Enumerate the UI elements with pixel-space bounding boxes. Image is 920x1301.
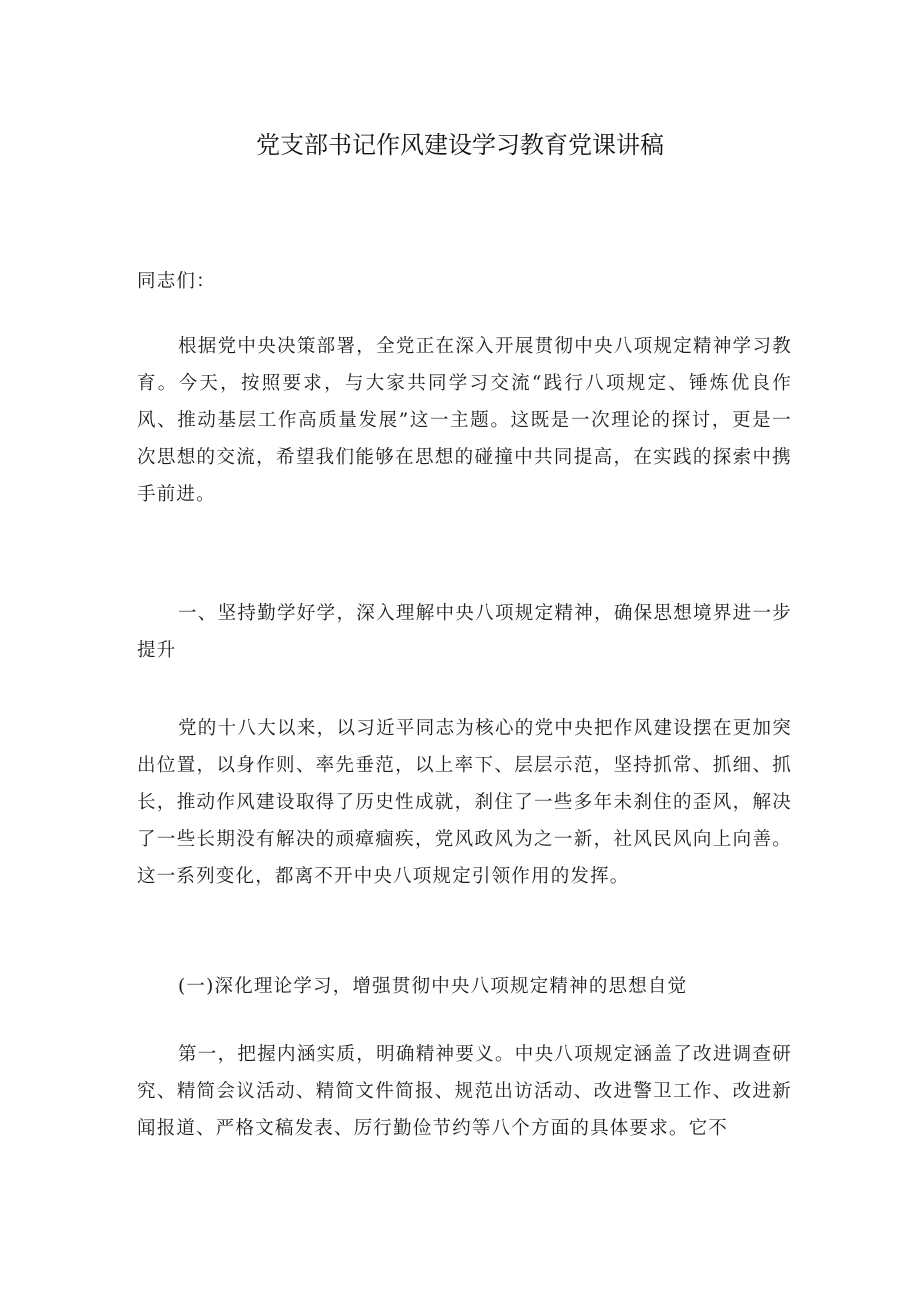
paragraph-subsection-1: 第一，把握内涵实质，明确精神要义。中央八项规定涵盖了改进调查研究、精简会议活动、精简文件简报、规范出访活动、改进警卫工作、改进新闻报道、严格文稿发表、厉行勤俭节约等八个方面的具体要求。它不 [137, 1044, 792, 1139]
document-title: 党支部书记作风建设学习教育党课讲稿 [256, 131, 664, 159]
salutation: 同志们： [137, 271, 216, 292]
paragraph-intro: 根据党中央决策部署，全党正在深入开展贯彻中央八项规定精神学习教育。今天，按照要求，与大家共同学习交流“践行八项规定、锤炼优良作风、推动基层工作高质量发展”这一主题。这既是一次理论的探讨，更是一次思想的交流，希望我们能够在思想的碰撞中共同提高，在实践的探索中携手前进。 [137, 336, 792, 505]
subsection-heading-1: (一)深化理论学习，增强贯彻中央八项规定精神的思想自觉 [178, 976, 688, 997]
paragraph-section-1: 党的十八大以来，以习近平同志为核心的党中央把作风建设摆在更加突出位置，以身作则、率先垂范，以上率下、层层示范，坚持抓常、抓细、抓长，推动作风建设取得了历史性成就，刹住了一些多年未刹住的歪风，解决了一些长期没有解决的顽瘴痼疾，党风政风为之一新，社风民风向上向善。这一系列变化，都离不开中央八项规定引领作用的发挥。 [137, 718, 792, 887]
section-heading-1: 一、坚持勤学好学，深入理解中央八项规定精神，确保思想境界进一步提升 [137, 603, 792, 661]
